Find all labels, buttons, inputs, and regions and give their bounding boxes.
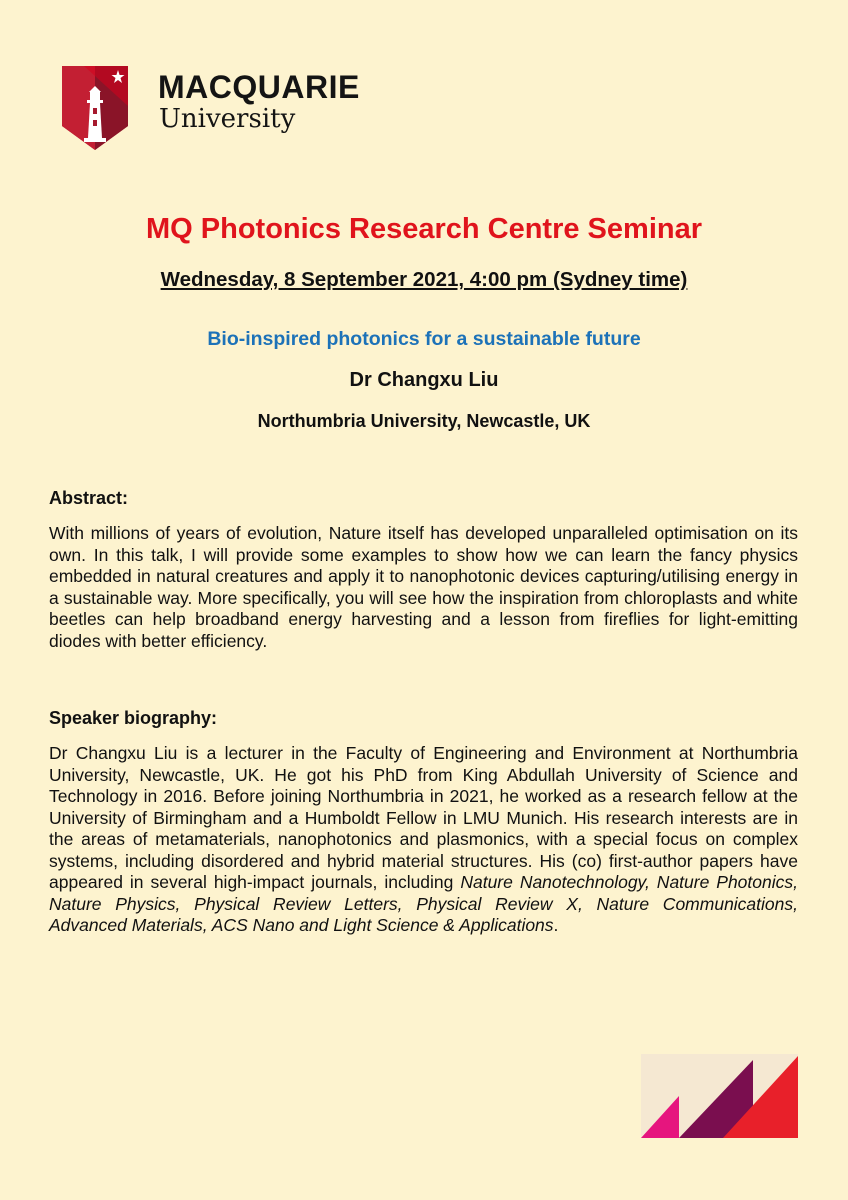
biography-journals: Nature Nanotechnology, Nature Photonics, Nature Physics, Physical Review Letters, Physical Review X, Nature Communications, Advanced Materials, ACS Nano and Light Science & Applications	[49, 872, 798, 935]
biography-heading: Speaker biography:	[49, 708, 218, 728]
biography-body: Dr Changxu Liu is a lecturer in the Faculty of Engineering and Environment at Northumbria University, Newcastle, UK. He got his PhD from King Abdullah University of Science and Technology in 2016. Before joining Northumbria in 2021, he worked as a research fellow at the University of Birmingham and a Humboldt Fellow in LMU Munich. His research interests are in the areas of metamaterials, nanophotonics and plasmonics, with a special focus on complex systems, including disordered and hybrid material structures. His (co) first-author papers have appeared in several high-impact journals, including	[49, 743, 798, 892]
abstract-text: With millions of years of evolution, Nature itself has developed unparalleled optimisation on its own. In this talk, I will provide some examples to show how we can learn the fancy physics embedded in natural creatures and apply it to nanophotonic devices capturing/utilising energy in a sustainable way. More specifically, you will see how the inspiration from chloroplasts and white beetles can help broadband energy harvesting and a lesson from fireflies for light-emitting diodes with better efficiency.	[49, 523, 798, 651]
speaker-name: Dr Changxu Liu	[349, 369, 499, 391]
speaker-affiliation: Northumbria University, Newcastle, UK	[257, 411, 591, 431]
seminar-date: Wednesday, 8 September 2021, 4:00 pm (Sydney time)	[160, 268, 688, 291]
abstract-heading: Abstract:	[49, 488, 129, 508]
logo-wordmark-university: University	[159, 104, 296, 134]
macquarie-lighthouse-crest-icon	[62, 62, 128, 150]
biography-text	[49, 743, 798, 937]
decorative-corner-graphic	[641, 1054, 798, 1138]
talk-title: Bio-inspired photonics for a sustainable future	[207, 328, 641, 350]
biography-end: .	[553, 915, 559, 935]
logo-wordmark-macquarie: MACQUARIE	[158, 69, 360, 105]
macquarie-logo	[62, 62, 362, 152]
seminar-title: MQ Photonics Research Centre Seminar	[146, 213, 702, 245]
